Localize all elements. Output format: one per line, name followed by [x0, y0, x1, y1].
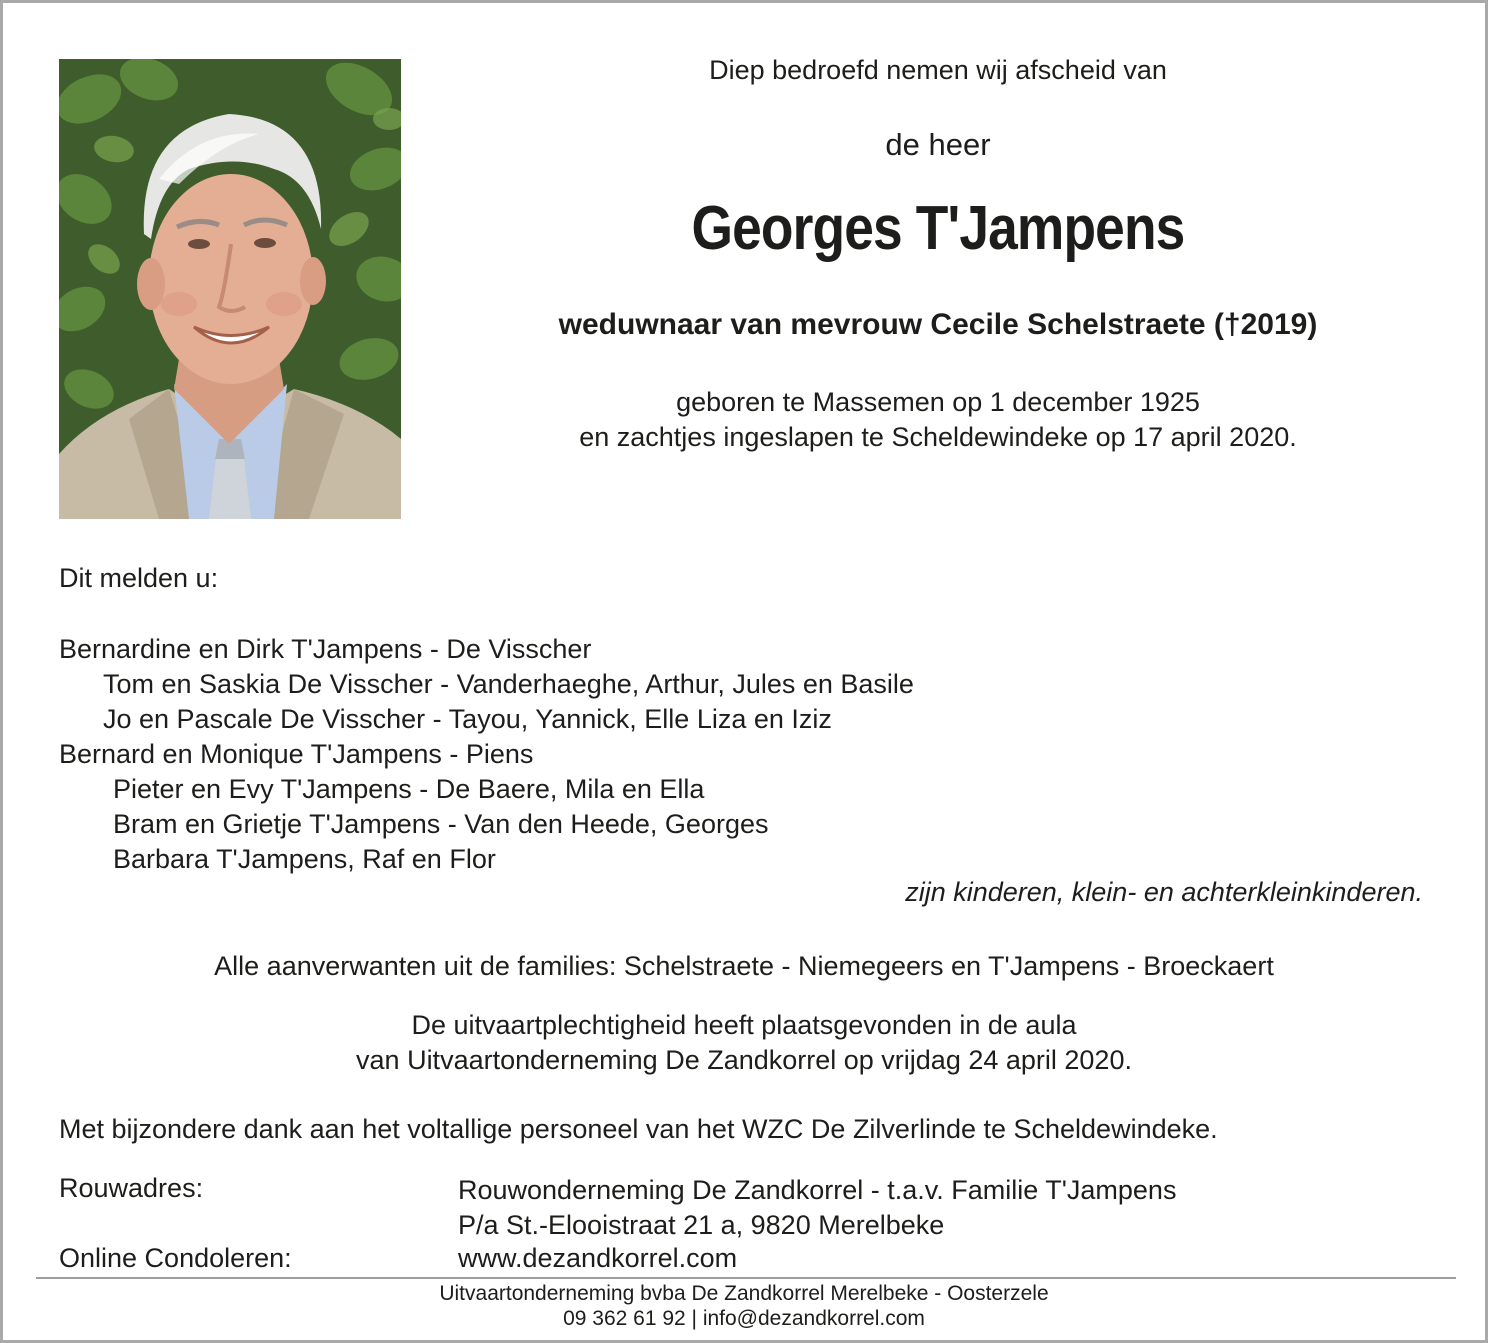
death-line: en zachtjes ingeslapen te Scheldewindeke op 17 april 2020.	[579, 422, 1297, 452]
relation-text: zijn kinderen, klein- en achterkleinkinderen.	[905, 877, 1423, 907]
portrait-photo	[59, 59, 401, 519]
announce-text: Dit melden u:	[59, 563, 219, 593]
intro-text: Diep bedroefd nemen wij afscheid van	[709, 55, 1167, 85]
widow-line: weduwnaar van mevrouw Cecile Schelstraete (†2019)	[558, 308, 1318, 341]
family-member-line: Jo en Pascale De Visscher - Tayou, Yannick, Elle Liza en Iziz	[103, 704, 832, 734]
address-line: Rouwonderneming De Zandkorrel - t.a.v. Familie T'Jampens	[458, 1175, 1177, 1205]
online-label: Online Condoleren:	[59, 1243, 292, 1273]
ceremony-line: van Uitvaartonderneming De Zandkorrel op vrijdag 24 april 2020.	[356, 1045, 1132, 1075]
birth-death-block	[403, 385, 1473, 455]
ceremony-block	[3, 1008, 1485, 1078]
footer-divider	[36, 1277, 1456, 1279]
family-member-line: Tom en Saskia De Visscher - Vanderhaeghe, Arthur, Jules en Basile	[103, 669, 914, 699]
footer	[3, 1281, 1485, 1331]
birth-line: geboren te Massemen op 1 december 1925	[676, 387, 1200, 417]
footer-company: Uitvaartonderneming bvba De Zandkorrel Merelbeke - Oosterzele	[439, 1282, 1049, 1305]
deceased-name: Georges T'Jampens	[691, 194, 1185, 263]
address-label: Rouwadres:	[59, 1173, 204, 1203]
ceremony-line: De uitvaartplechtigheid heeft plaatsgevonden in de aula	[411, 1010, 1077, 1040]
condolence-link[interactable]: www.dezandkorrel.com	[458, 1243, 738, 1273]
thanks-text: Met bijzondere dank aan het voltallige personeel van het WZC De Zilverlinde te Scheldewindeke.	[59, 1114, 1218, 1144]
address-line: P/a St.-Elooistraat 21 a, 9820 Merelbeke	[458, 1210, 945, 1240]
family-list	[59, 632, 914, 877]
title-prefix: de heer	[885, 127, 991, 162]
family-member-line: Barbara T'Jampens, Raf en Flor	[113, 844, 496, 874]
relatives-text: Alle aanverwanten uit de families: Schelstraete - Niemegeers en T'Jampens - Broeckaert	[214, 951, 1274, 981]
family-member-line: Pieter en Evy T'Jampens - De Baere, Mila en Ella	[113, 774, 705, 804]
family-member-line: Bernard en Monique T'Jampens - Piens	[59, 739, 534, 769]
family-member-line: Bram en Grietje T'Jampens - Van den Heede, Georges	[113, 809, 769, 839]
address-value	[458, 1173, 1176, 1243]
footer-contact: 09 362 61 92 | info@dezandkorrel.com	[563, 1307, 925, 1330]
family-member-line: Bernardine en Dirk T'Jampens - De Visscher	[59, 634, 592, 664]
